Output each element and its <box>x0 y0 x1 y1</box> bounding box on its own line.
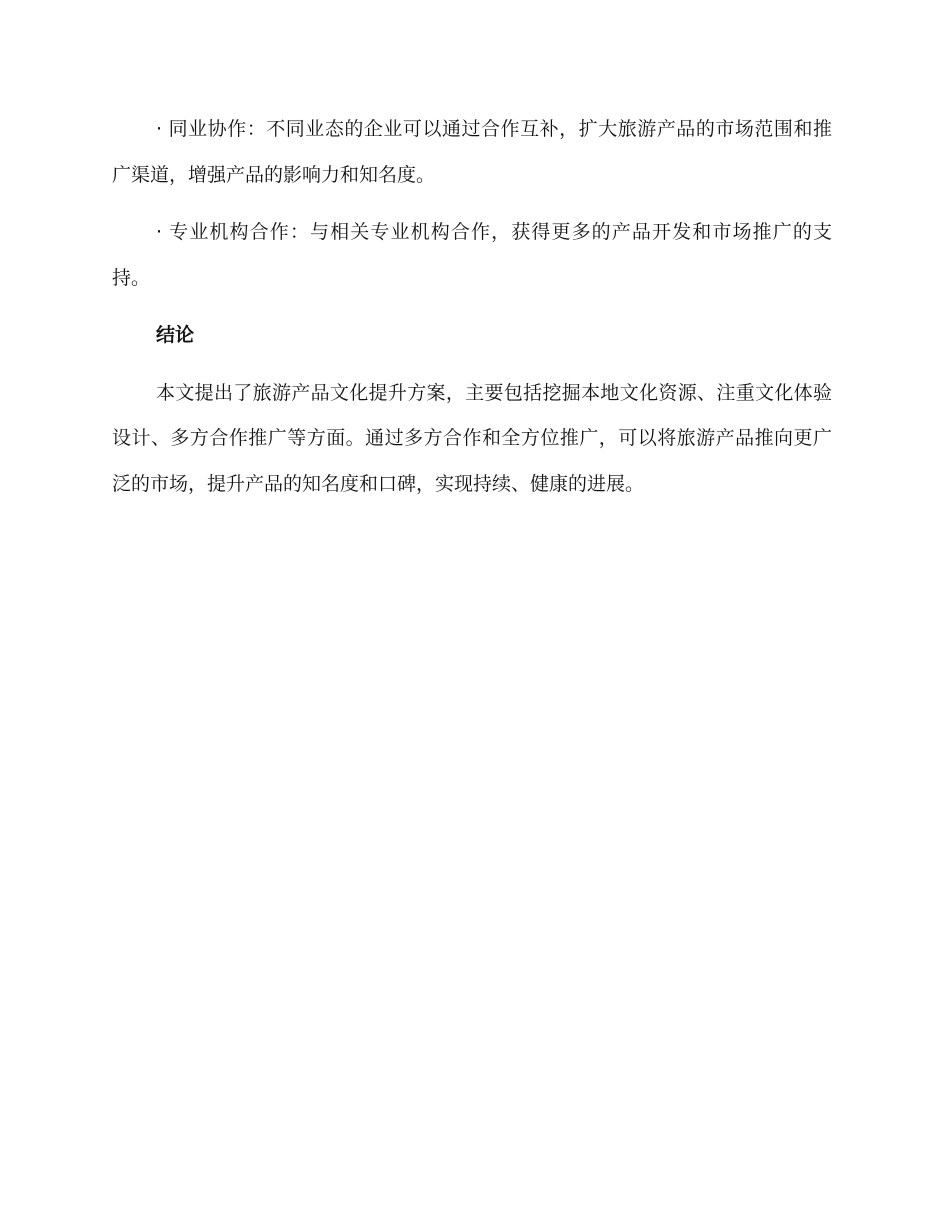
bullet-peer-collaboration: · 同业协作：不同业态的企业可以通过合作互补，扩大旅游产品的市场范围和推广渠道，增强产品的影响力和知名度。 <box>112 118 832 186</box>
conclusion-paragraph: 本文提出了旅游产品文化提升方案，主要包括挖掘本地文化资源、注重文化体验设计、多方合作推广等方面。通过多方合作和全方位推广，可以将旅游产品推向更广泛的市场，提升产品的知名度和口碑，实现持续、健康的进展。 <box>112 381 832 495</box>
bullet-professional-cooperation: · 专业机构合作：与相关专业机构合作，获得更多的产品开发和市场推广的支持。 <box>112 221 832 289</box>
conclusion-heading: 结论 <box>156 324 195 346</box>
document-body <box>112 107 832 507</box>
